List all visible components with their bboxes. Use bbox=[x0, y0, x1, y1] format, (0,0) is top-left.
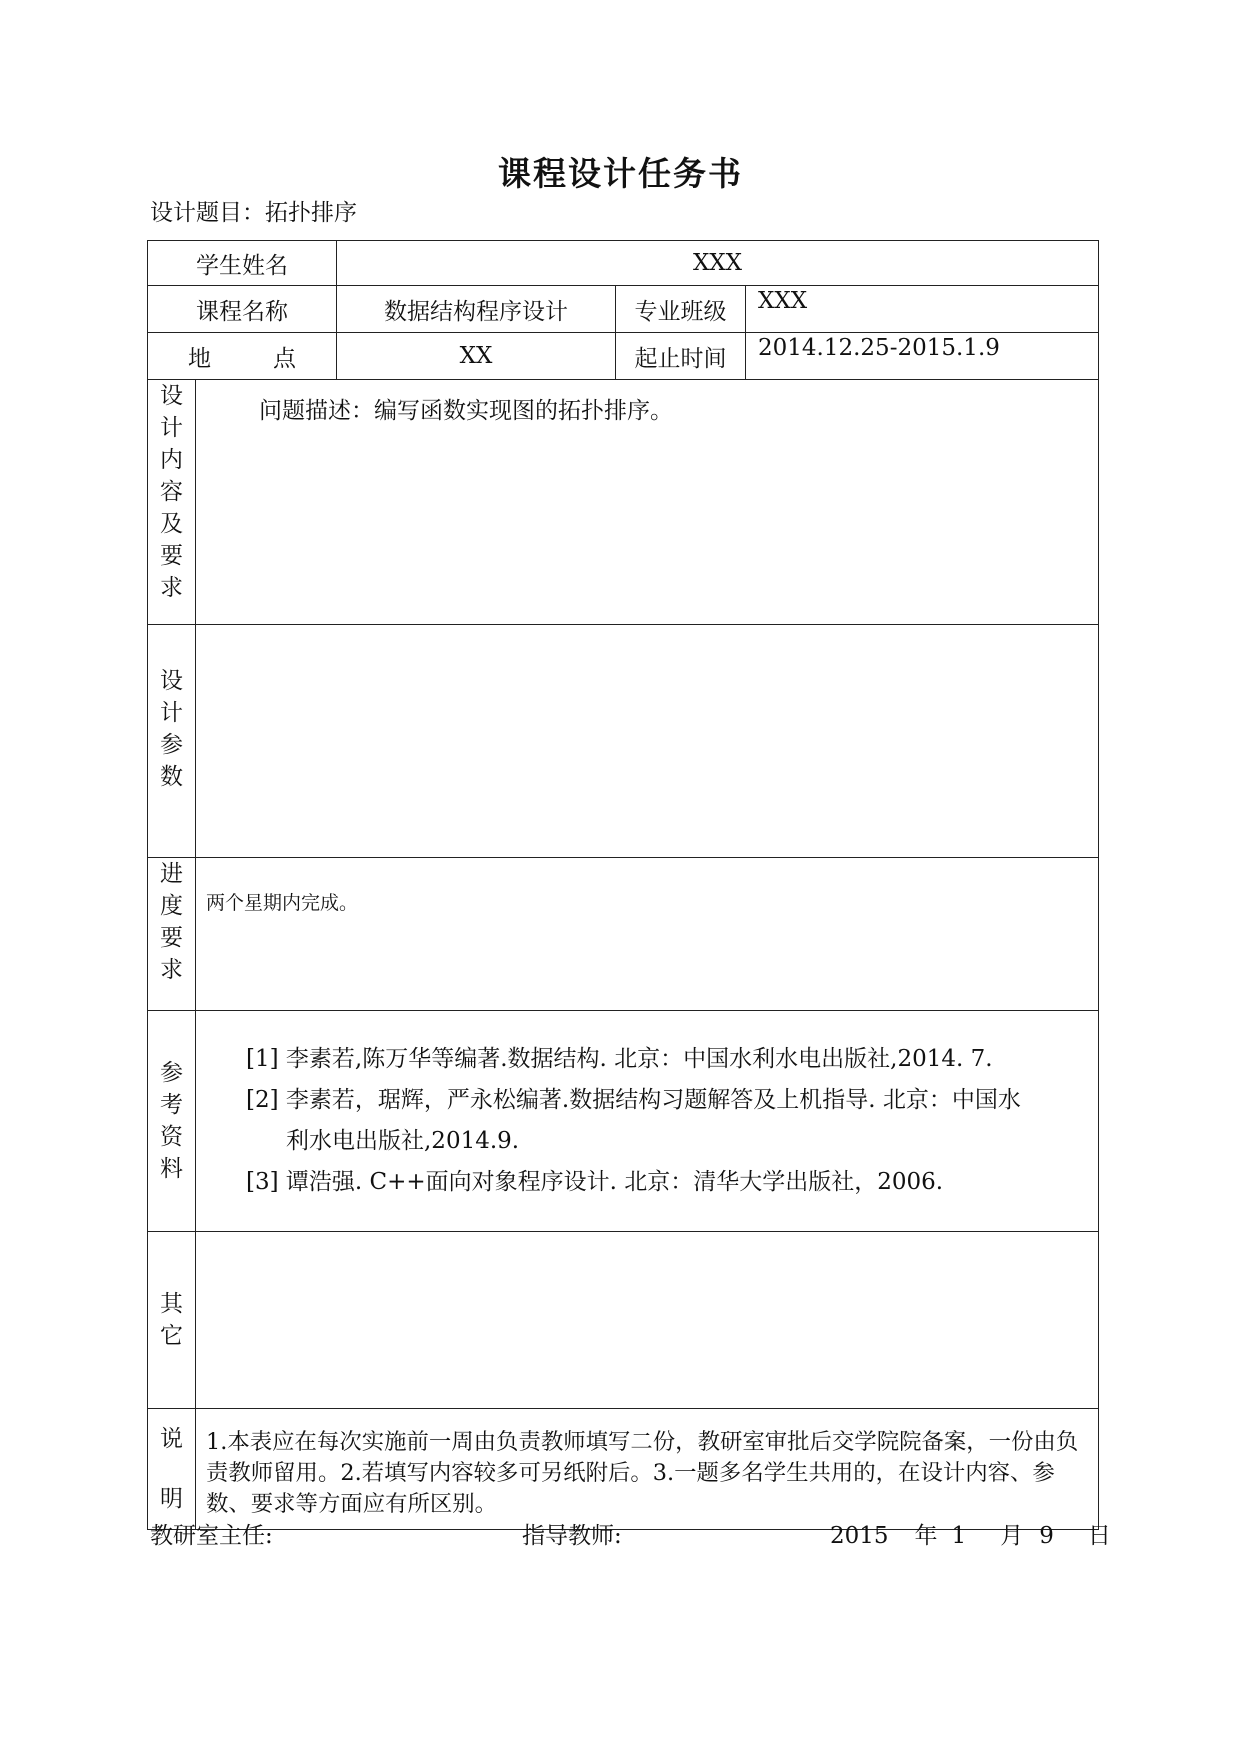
params-value bbox=[196, 625, 1099, 858]
other-row bbox=[148, 1232, 1099, 1409]
content-label: 设 计 内 容 及 要 求 bbox=[148, 380, 196, 625]
progress-value: 两个星期内完成。 bbox=[196, 858, 1099, 1011]
params-row bbox=[148, 625, 1099, 858]
references-list bbox=[196, 1011, 1099, 1232]
place-label-first: 地 bbox=[188, 345, 211, 372]
reference-item: [2] 李素若，琚辉，严永松编著.数据结构习题解答及上机指导. 北京：中国水 bbox=[246, 1087, 1021, 1113]
reference-item: 利水电出版社,2014.9. bbox=[286, 1128, 520, 1154]
student-name-label: 学生姓名 bbox=[148, 241, 337, 286]
other-label: 其 它 bbox=[148, 1232, 196, 1409]
notes-value: 1.本表应在每次实施前一周由负责教师填写二份，教研室审批后交学院院备案，一份由负责教师留用。2.若填写内容较多可另纸附后。3.一题多名学生共用的，在设计内容、参数、要求等方面应有所区别。 bbox=[196, 1409, 1099, 1530]
student-name-value: XXX bbox=[337, 241, 1099, 286]
params-label: 设 计 参 数 bbox=[148, 625, 196, 858]
content-row bbox=[148, 380, 1099, 625]
place-label bbox=[148, 333, 337, 380]
major-value: XXX bbox=[746, 286, 1099, 333]
place-value: XX bbox=[337, 333, 616, 380]
reference-item: [1] 李素若,陈万华等编著.数据结构. 北京：中国水利水电出版社,2014. 7. bbox=[246, 1046, 993, 1072]
student-name-row bbox=[148, 241, 1099, 286]
date-year: 2015 bbox=[830, 1523, 889, 1549]
refs-label: 参 考 资 料 bbox=[148, 1011, 196, 1232]
director-signature: 教研室主任: bbox=[150, 1523, 273, 1549]
progress-label: 进 度 要 求 bbox=[148, 858, 196, 1011]
reference-item: [3] 谭浩强. C++面向对象程序设计. 北京：清华大学出版社，2006. bbox=[246, 1169, 944, 1195]
notes-row bbox=[148, 1409, 1099, 1530]
course-row bbox=[148, 286, 1099, 333]
design-topic bbox=[150, 194, 357, 227]
date-month-unit: 月 bbox=[1000, 1523, 1024, 1549]
course-label: 课程名称 bbox=[148, 286, 337, 333]
progress-row bbox=[148, 858, 1099, 1011]
task-form-table bbox=[147, 240, 1099, 1530]
date-day-unit: 日 bbox=[1087, 1523, 1111, 1549]
content-value: 问题描述：编写函数实现图的拓扑排序。 bbox=[196, 380, 1099, 625]
refs-row bbox=[148, 1011, 1099, 1232]
period-value: 2014.12.25-2015.1.9 bbox=[746, 333, 1099, 380]
major-label: 专业班级 bbox=[616, 286, 746, 333]
period-label: 起止时间 bbox=[616, 333, 746, 380]
other-value bbox=[196, 1232, 1099, 1409]
notes-label: 说 明 bbox=[148, 1409, 196, 1530]
topic-value: 拓扑排序 bbox=[265, 200, 357, 226]
topic-label: 设计题目： bbox=[150, 200, 265, 226]
page-title: 课程设计任务书 bbox=[498, 154, 743, 193]
sign-date bbox=[830, 1517, 1111, 1550]
course-value: 数据结构程序设计 bbox=[337, 286, 616, 333]
place-label-second: 点 bbox=[273, 345, 296, 372]
date-month: 1 bbox=[951, 1523, 967, 1549]
advisor-signature: 指导教师: bbox=[522, 1523, 622, 1549]
date-year-unit: 年 bbox=[914, 1523, 938, 1549]
place-row bbox=[148, 333, 1099, 380]
date-day: 9 bbox=[1039, 1523, 1054, 1549]
